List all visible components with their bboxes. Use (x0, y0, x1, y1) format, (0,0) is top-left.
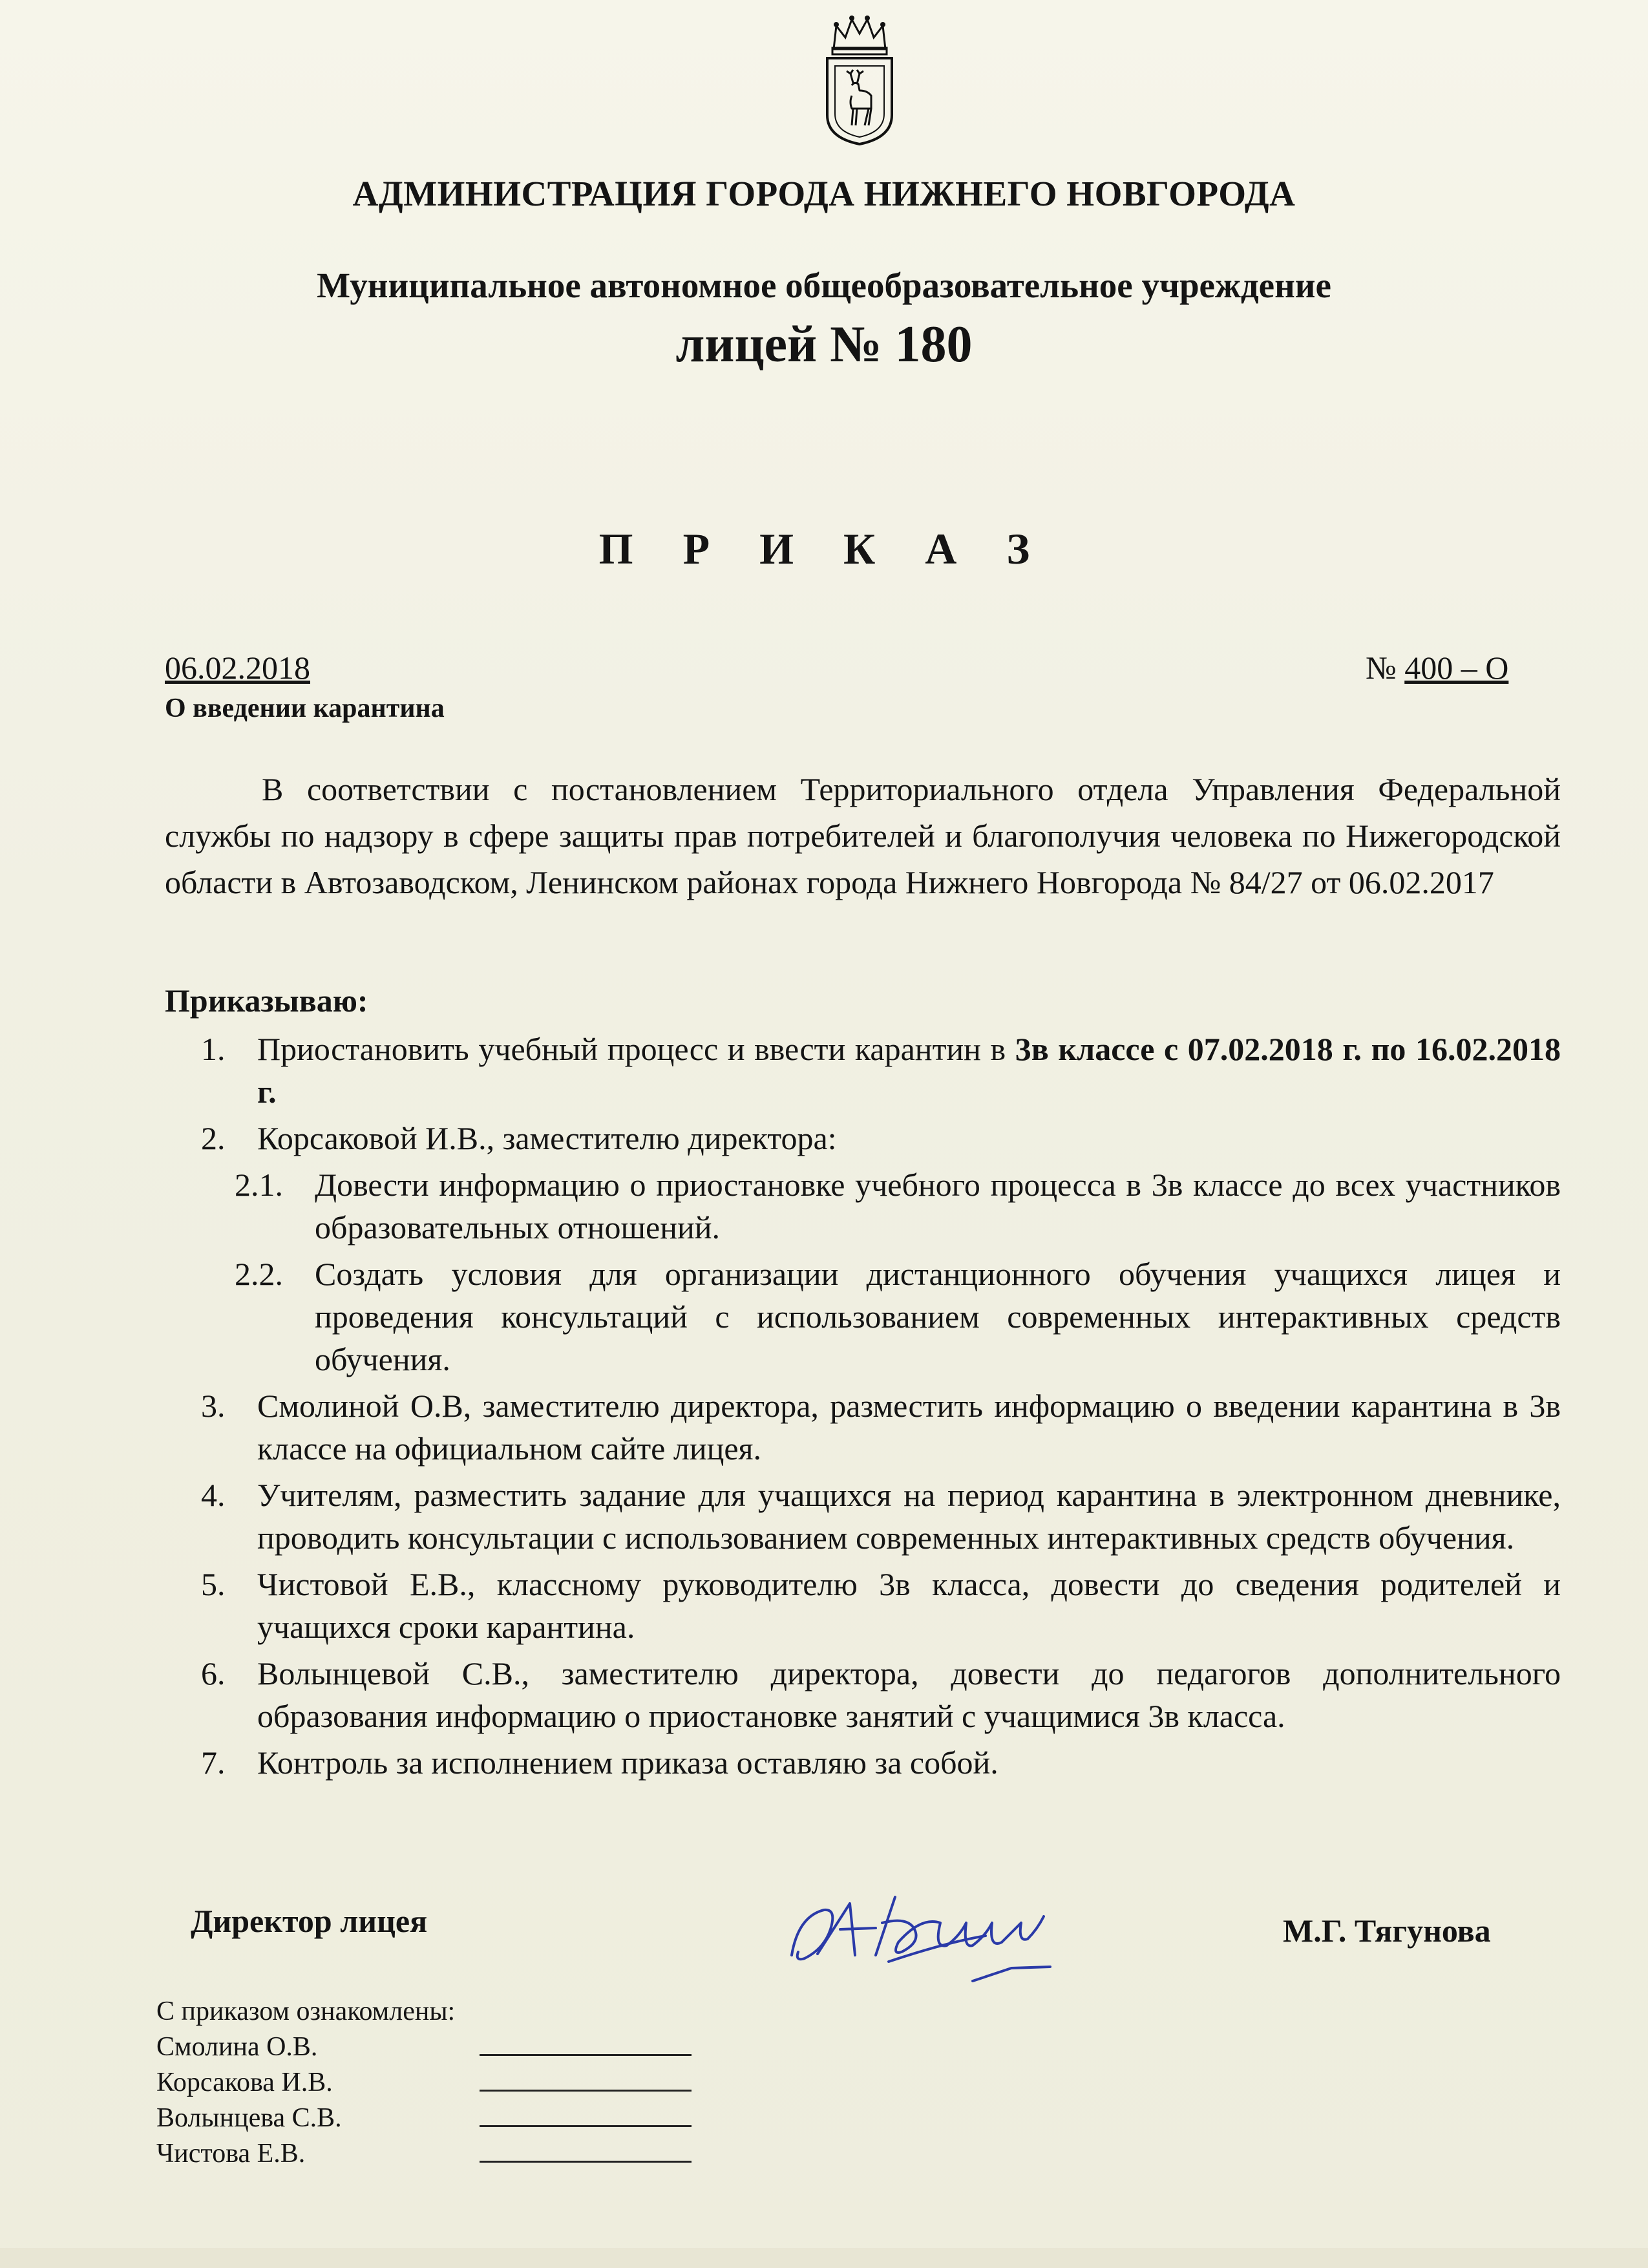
acknowledgement-block (156, 1994, 455, 2172)
list-item (165, 1741, 1561, 1784)
signature-line (480, 2054, 692, 2056)
order-subject: О введении карантина (165, 694, 445, 723)
item-number: 1. (201, 1031, 226, 1067)
administration-title: АДМИНИСТРАЦИЯ ГОРОДА НИЖНЕГО НОВГОРОДА (352, 174, 1296, 213)
signature-position: Директор лицея (191, 1903, 428, 1939)
acknowledgement-name: Корсакова И.В. (156, 2068, 333, 2097)
list-item (165, 1474, 1561, 1559)
item-number: 5. (201, 1566, 226, 1602)
item-number: 3. (201, 1388, 226, 1424)
item-text-bold: 3в классе с 07.02.2018 г. по 16.02.2018 г. (257, 1031, 1561, 1110)
list-subitem (165, 1163, 1561, 1249)
item-number: 4. (201, 1477, 226, 1513)
deer-coat-of-arms-icon (814, 12, 905, 147)
signer-name: М.Г. Тягунова (1283, 1913, 1491, 1949)
item-number: 2. (201, 1120, 226, 1156)
acknowledgement-name: Смолина О.В. (156, 2032, 318, 2062)
list-item (165, 1563, 1561, 1648)
order-number-value: 400 – О (1404, 650, 1509, 686)
signature-line (480, 2090, 692, 2092)
item-text: Волынцевой С.В., заместителю директора, довести до педагогов дополнительного образования информацию о приостановке занятий с учащимися 3в класса. (257, 1655, 1561, 1734)
list-item (165, 1117, 1561, 1160)
signature-line (480, 2161, 692, 2163)
acknowledgement-row (156, 2030, 455, 2065)
preamble-paragraph: В соответствии с постановлением Территориального отдела Управления Федеральной службы по надзору в сфере защиты прав потребителей и благополучия человека по Нижегородской области в Автозаводском, Ленинском районах города Нижнего Новгорода № 84/27 от 06.02.2017 (165, 771, 1561, 900)
list-item (165, 1028, 1561, 1113)
acknowledgement-name: Чистова Е.В. (156, 2139, 306, 2168)
item-text: Учителям, разместить задание для учащихся на период карантина в электронном дневнике, проводить консультации с использованием современных интерактивных средств обучения. (257, 1477, 1561, 1556)
acknowledgement-row (156, 2101, 455, 2136)
order-number (1366, 649, 1508, 686)
decree-heading: Приказываю: (165, 982, 368, 1019)
lyceum-name: лицей № 180 (675, 316, 973, 373)
list-subitem (165, 1253, 1561, 1381)
order-items-list (165, 1028, 1561, 1788)
acknowledgement-row (156, 2065, 455, 2101)
item-text: Контроль за исполнением приказа оставляю за собой. (257, 1744, 998, 1781)
acknowledgement-row (156, 2136, 455, 2172)
subitem-text: Довести информацию о приостановке учебного процесса в 3в классе до всех участников образовательных отношений. (315, 1167, 1561, 1245)
list-item (165, 1652, 1561, 1737)
subitem-number: 2.2. (235, 1256, 283, 1292)
document-title: П Р И К А З (598, 524, 1050, 573)
item-text: Приостановить учебный процесс и ввести карантин в (257, 1031, 1015, 1067)
subitem-text: Создать условия для организации дистанционного обучения учащихся лицея и проведения консультаций с использованием современных интерактивных средств обучения. (315, 1256, 1561, 1377)
handwritten-signature (779, 1878, 1102, 1994)
acknowledgement-name: Волынцева С.В. (156, 2103, 342, 2133)
order-number-prefix: № (1366, 650, 1405, 686)
item-text: Чистовой Е.В., классному руководителю 3в класса, довести до сведения родителей и учащихся сроки карантина. (257, 1566, 1561, 1645)
signature-line (480, 2125, 692, 2127)
item-number: 6. (201, 1655, 226, 1691)
subitem-number: 2.1. (235, 1167, 283, 1203)
institution-name: Муниципальное автономное общеобразовательное учреждение (317, 266, 1331, 305)
item-text: Смолиной О.В, заместителю директора, разместить информацию о введении карантина в 3в классе на официальном сайте лицея. (257, 1388, 1561, 1467)
order-date: 06.02.2018 (165, 650, 310, 686)
item-number: 7. (201, 1744, 226, 1781)
acknowledgement-heading: С приказом ознакомлены: (156, 1997, 456, 2026)
page-bottom-edge (0, 2248, 1648, 2268)
item-text: Корсаковой И.В., заместителю директора: (257, 1120, 837, 1156)
list-item (165, 1384, 1561, 1470)
